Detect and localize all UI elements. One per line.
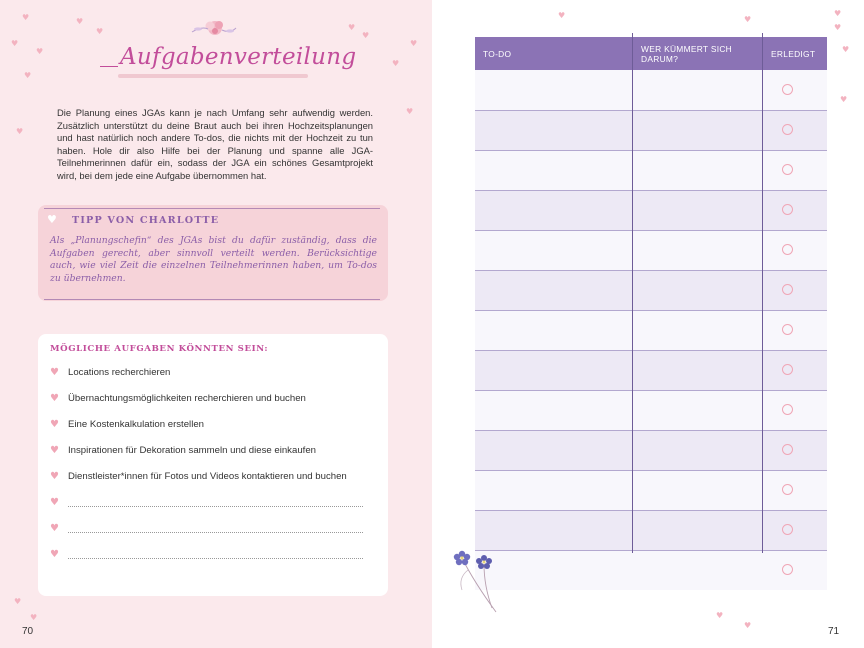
table-row[interactable] bbox=[475, 350, 827, 390]
table-row[interactable] bbox=[475, 470, 827, 510]
task-list-item bbox=[50, 419, 370, 433]
flower-decoration-icon bbox=[188, 14, 238, 42]
dotted-line bbox=[68, 506, 363, 507]
table-row[interactable] bbox=[475, 390, 827, 430]
row-separator bbox=[475, 110, 827, 111]
heart-bullet-icon: ♥ bbox=[50, 367, 59, 378]
row-separator bbox=[475, 270, 827, 271]
heart-icon: ♥ bbox=[24, 71, 32, 80]
done-checkbox-circle[interactable] bbox=[782, 524, 793, 535]
done-checkbox-circle[interactable] bbox=[782, 244, 793, 255]
header-todo: TO-DO bbox=[483, 49, 512, 59]
heart-bullet-icon: ♥ bbox=[50, 393, 59, 404]
row-separator bbox=[475, 230, 827, 231]
blank-task-line[interactable] bbox=[50, 523, 370, 537]
row-separator bbox=[475, 510, 827, 511]
table-row[interactable] bbox=[475, 190, 827, 230]
done-checkbox-circle[interactable] bbox=[782, 84, 793, 95]
heart-bullet-icon: ♥ bbox=[50, 445, 59, 456]
task-text: Locations recherchieren bbox=[68, 367, 171, 378]
done-checkbox-circle[interactable] bbox=[782, 204, 793, 215]
heart-icon: ♥ bbox=[348, 23, 356, 32]
heart-icon: ♥ bbox=[36, 47, 44, 56]
column-divider bbox=[762, 33, 763, 553]
blank-task-line[interactable] bbox=[50, 497, 370, 511]
row-separator bbox=[475, 550, 827, 551]
heart-icon: ♥ bbox=[744, 15, 752, 24]
heart-icon: ♥ bbox=[834, 9, 842, 18]
row-separator bbox=[475, 390, 827, 391]
task-text: Dienstleister*innen für Fotos und Videos kontaktieren und buchen bbox=[68, 471, 347, 482]
table-row[interactable] bbox=[475, 510, 827, 550]
task-text: Übernachtungsmöglichkeiten recherchieren und buchen bbox=[68, 393, 306, 404]
heart-bullet-icon: ♥ bbox=[50, 419, 59, 430]
heart-bullet-icon: ♥ bbox=[50, 471, 59, 482]
tip-divider-top bbox=[44, 208, 380, 209]
table-row[interactable] bbox=[475, 550, 827, 590]
heart-icon: ♥ bbox=[744, 621, 752, 630]
heart-icon: ♥ bbox=[30, 613, 38, 622]
page-number-right: 71 bbox=[828, 626, 840, 637]
heart-icon: ♥ bbox=[47, 213, 57, 226]
dotted-line bbox=[68, 558, 363, 559]
heart-icon: ♥ bbox=[716, 611, 724, 620]
tip-title: TIPP VON CHARLOTTE bbox=[72, 215, 220, 226]
heart-bullet-icon: ♥ bbox=[50, 497, 59, 508]
task-text: Inspirationen für Dekoration sammeln und diese einkaufen bbox=[68, 445, 316, 456]
heart-icon: ♥ bbox=[410, 39, 418, 48]
table-row[interactable] bbox=[475, 430, 827, 470]
title-underline bbox=[118, 74, 308, 78]
done-checkbox-circle[interactable] bbox=[782, 404, 793, 415]
heart-icon: ♥ bbox=[392, 59, 400, 68]
heart-icon: ♥ bbox=[22, 13, 30, 22]
done-checkbox-circle[interactable] bbox=[782, 444, 793, 455]
heart-icon: ♥ bbox=[14, 597, 22, 606]
blank-task-line[interactable] bbox=[50, 549, 370, 563]
table-body bbox=[475, 70, 827, 590]
done-checkbox-circle[interactable] bbox=[782, 124, 793, 135]
heart-icon: ♥ bbox=[76, 17, 84, 26]
task-text: Eine Kostenkalkulation erstellen bbox=[68, 419, 204, 430]
tip-divider-bottom bbox=[44, 299, 380, 300]
column-divider bbox=[632, 33, 633, 553]
heart-bullet-icon: ♥ bbox=[50, 549, 59, 560]
done-checkbox-circle[interactable] bbox=[782, 164, 793, 175]
tip-text: Als „Planungschefin“ des JGAs bist du dafür zuständig, dass die Aufgaben gerecht, aber sinnvoll verteilt werden. Berücksichtige auch, wie viel Zeit die einzelnen Teilnehmerinnen haben, um To-dos zu übernehmen. bbox=[50, 235, 377, 284]
dotted-line bbox=[68, 532, 363, 533]
task-list-item bbox=[50, 393, 370, 407]
table-row[interactable] bbox=[475, 310, 827, 350]
todo-table bbox=[475, 37, 827, 590]
row-separator bbox=[475, 470, 827, 471]
done-checkbox-circle[interactable] bbox=[782, 324, 793, 335]
page-title: Aufgabenverteilung bbox=[120, 44, 357, 70]
heart-icon: ♥ bbox=[406, 107, 414, 116]
table-row[interactable] bbox=[475, 230, 827, 270]
intro-paragraph: Die Planung eines JGAs kann je nach Umfang sehr aufwendig werden. Zusätzlich unterstützt du deine Braut auch bei ihren Hochzeitsplanungen und hast natürlich noch andere To-dos, die nichts mit der Hochzeit zu tun haben. Hole dir also Hilfe bei der Planung und spanne alle JGA-Teilnehmerinnen dafür ein, sodass der JGA ein schönes Gesamtprojekt wird, bei dem jede eine Aufgabe übernommen hat. bbox=[57, 107, 373, 181]
forget-me-not-flower-icon bbox=[448, 546, 504, 614]
header-responsible: WER KÜMMERT SICH DARUM? bbox=[632, 37, 762, 70]
row-separator bbox=[475, 350, 827, 351]
table-header bbox=[475, 37, 827, 70]
heart-icon: ♥ bbox=[842, 45, 850, 54]
task-list-item bbox=[50, 367, 370, 381]
title-dash bbox=[100, 66, 118, 67]
row-separator bbox=[475, 430, 827, 431]
header-done: ERLEDIGT bbox=[762, 37, 827, 70]
table-row[interactable] bbox=[475, 70, 827, 110]
page-number-left: 70 bbox=[22, 626, 34, 637]
heart-icon: ♥ bbox=[16, 127, 24, 136]
heart-icon: ♥ bbox=[840, 95, 848, 104]
done-checkbox-circle[interactable] bbox=[782, 364, 793, 375]
done-checkbox-circle[interactable] bbox=[782, 284, 793, 295]
table-row[interactable] bbox=[475, 270, 827, 310]
task-list-item bbox=[50, 445, 370, 459]
table-row[interactable] bbox=[475, 110, 827, 150]
heart-icon: ♥ bbox=[834, 23, 842, 32]
task-list-item bbox=[50, 471, 370, 485]
row-separator bbox=[475, 310, 827, 311]
tasks-title: MÖGLICHE AUFGABEN KÖNNTEN SEIN: bbox=[50, 344, 269, 354]
heart-bullet-icon: ♥ bbox=[50, 523, 59, 534]
heart-icon: ♥ bbox=[96, 27, 104, 36]
heart-icon: ♥ bbox=[558, 11, 566, 20]
heart-icon: ♥ bbox=[362, 31, 370, 40]
table-row[interactable] bbox=[475, 150, 827, 190]
row-separator bbox=[475, 190, 827, 191]
heart-icon: ♥ bbox=[11, 39, 19, 48]
done-checkbox-circle[interactable] bbox=[782, 484, 793, 495]
done-checkbox-circle[interactable] bbox=[782, 564, 793, 575]
row-separator bbox=[475, 150, 827, 151]
